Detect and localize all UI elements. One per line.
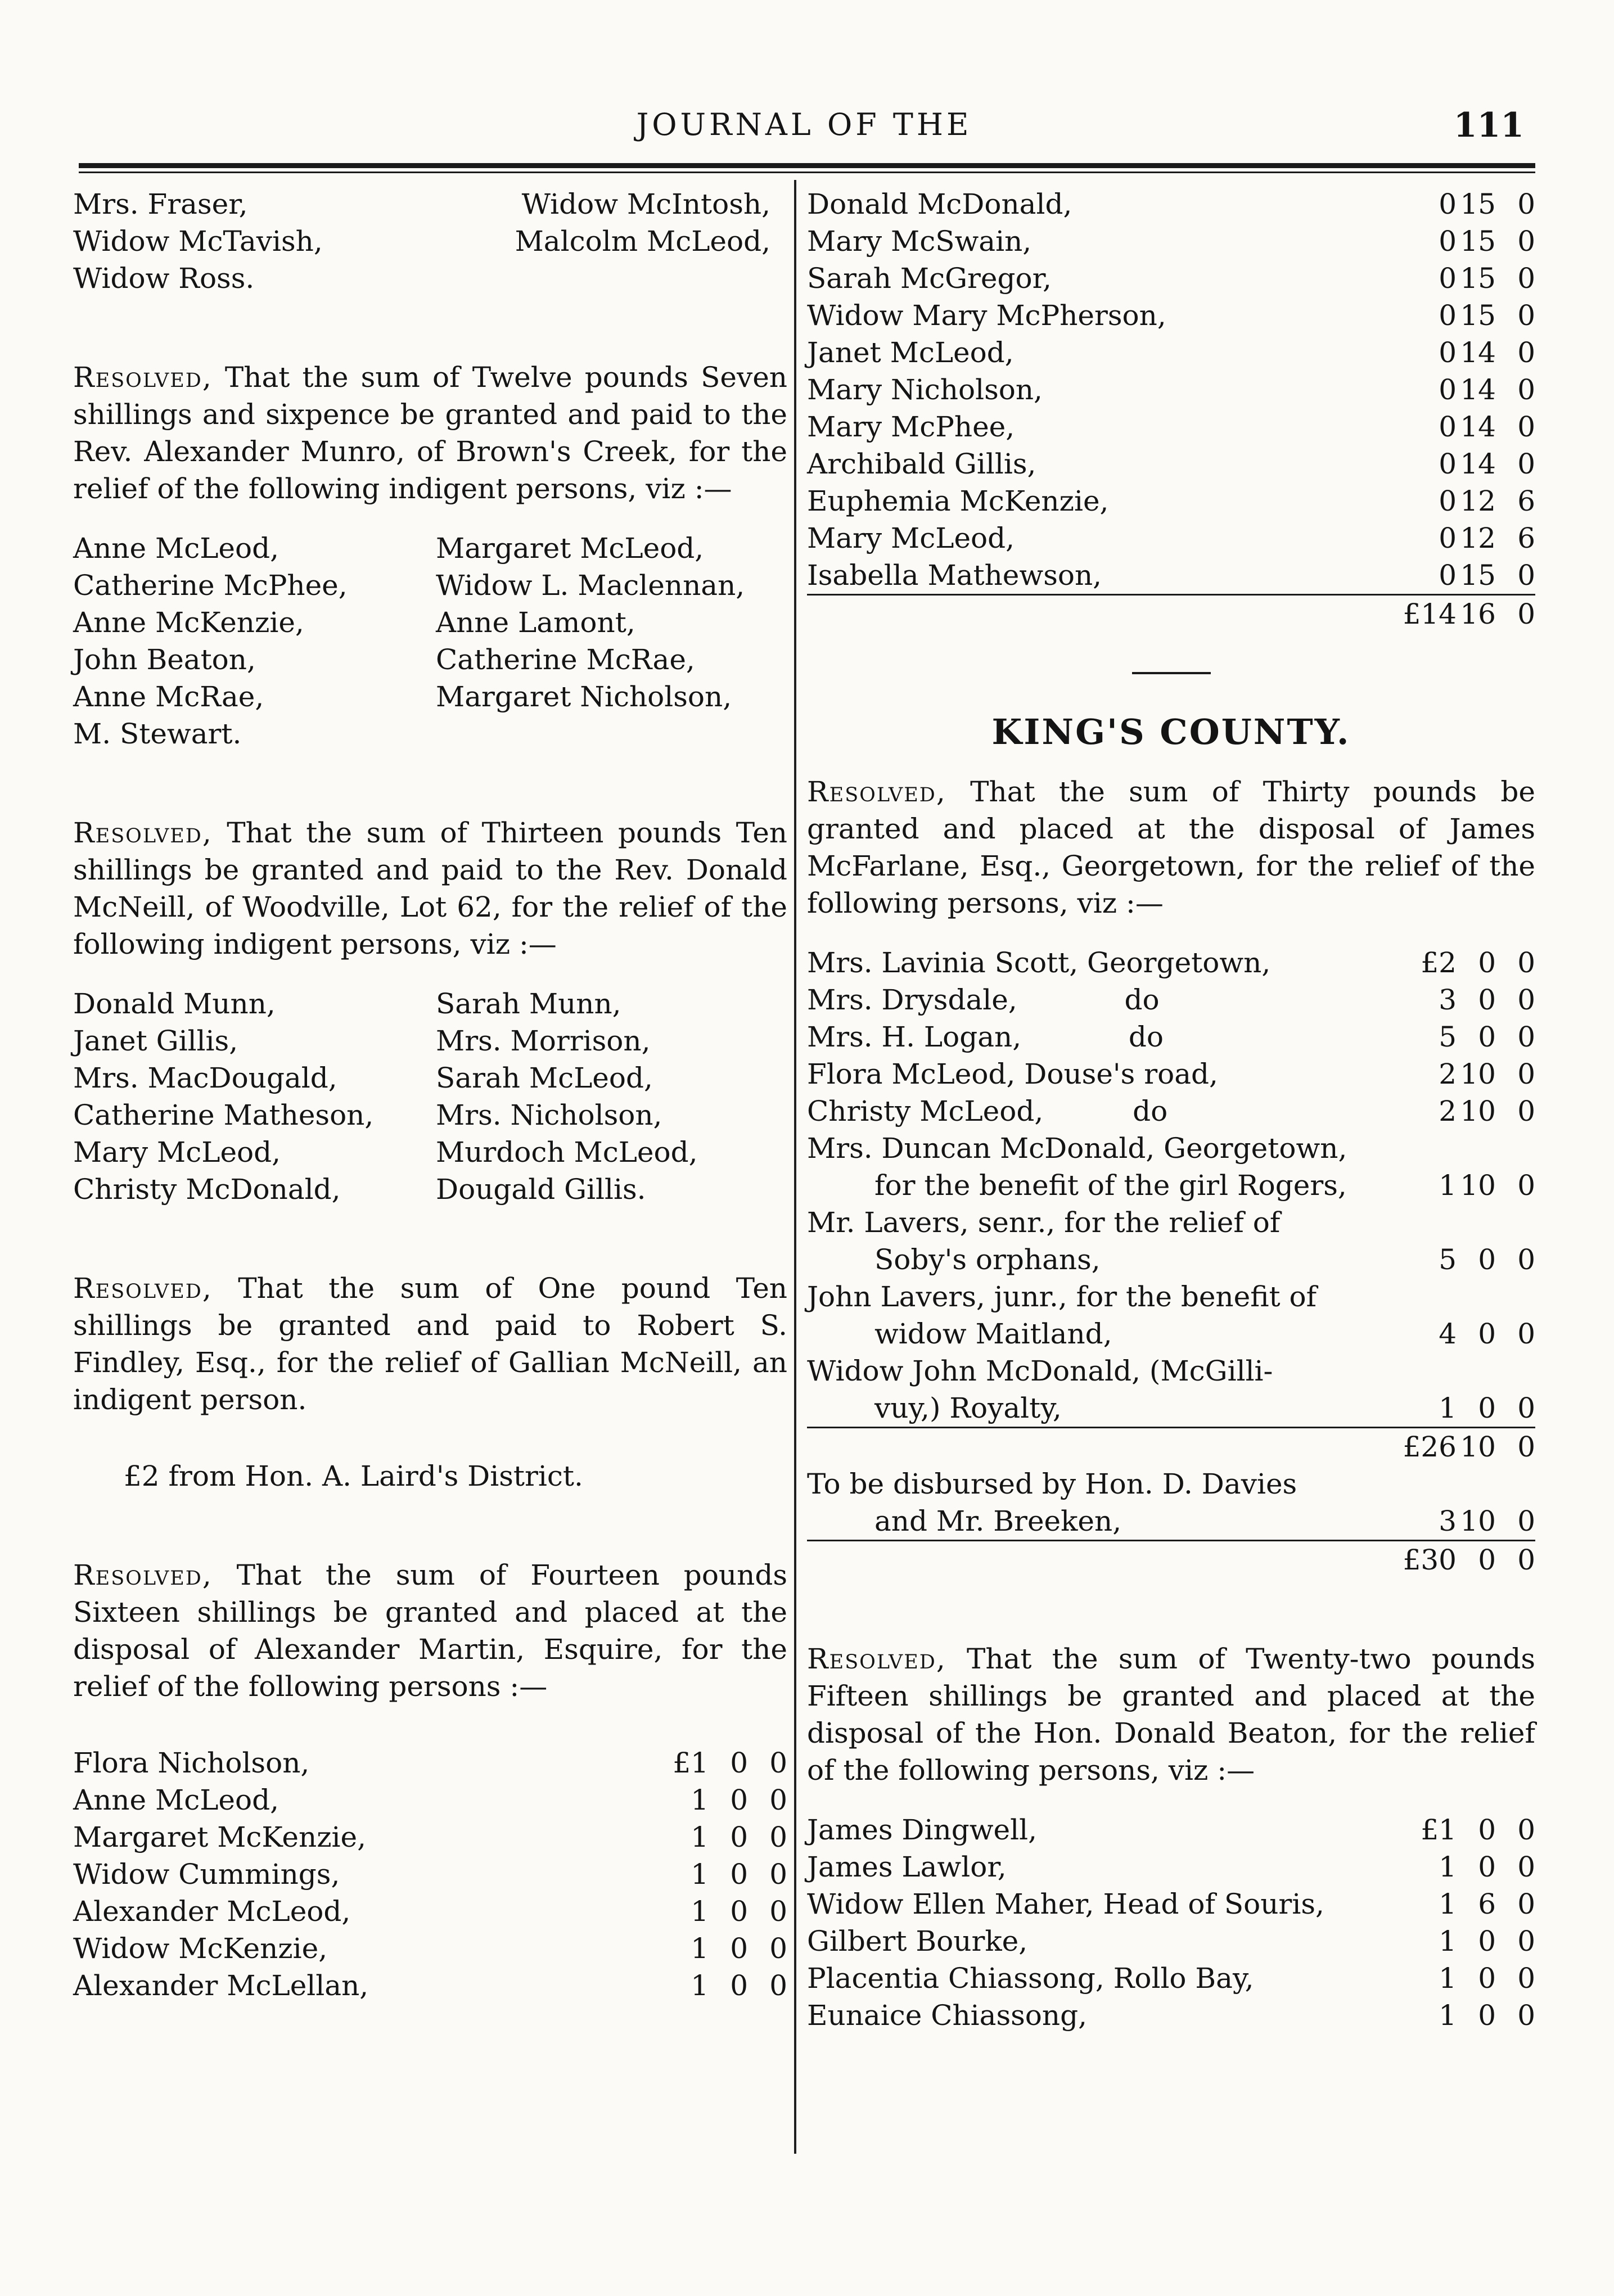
pence	[1496, 1130, 1535, 1167]
pounds: 0	[1439, 485, 1457, 517]
name: Mrs. Morrison,	[436, 1025, 651, 1057]
ledger-name: Janet McLeod,	[807, 336, 1014, 369]
pence: 0	[769, 1747, 787, 1779]
resolution-paragraph	[807, 1640, 1535, 1789]
ledger-name: Mary McPhee,	[807, 411, 1015, 443]
resolved-lead: Resolved,	[73, 361, 213, 394]
name: Mrs. MacDougald,	[73, 1062, 337, 1094]
resolution-paragraph	[73, 1270, 787, 1418]
page-header	[79, 107, 1530, 152]
shillings: 0	[1478, 1962, 1496, 1995]
name: Anne McRae,	[73, 680, 264, 713]
pounds: 0	[1439, 522, 1457, 554]
pounds: £2	[1421, 946, 1457, 979]
ledger-name: Euphemia McKenzie,	[807, 485, 1109, 517]
pounds: 1	[691, 1821, 709, 1853]
resolution-text: That the sum of Thirteen pounds Ten shillings be granted and paid to the Rev. Donald McNeill, of Woodville, Lot 62, for the relief of the following indigent persons, viz :—	[73, 817, 787, 960]
ledger-row	[807, 1055, 1535, 1093]
name: Mrs. Nicholson,	[436, 1099, 662, 1131]
resolved-lead: Resolved,	[73, 1272, 213, 1305]
name: Widow L. Maclennan,	[436, 569, 745, 602]
name: Anne Lamont,	[436, 606, 635, 639]
right-column	[807, 186, 1535, 2034]
subtotal-pence: 0	[1496, 1428, 1535, 1466]
name: Widow Ross.	[73, 262, 255, 295]
ledger-row	[807, 1997, 1535, 2034]
pounds: 1	[1439, 1925, 1457, 1957]
ledger-name: James Dingwell,	[807, 1814, 1037, 1846]
pounds: 1	[1439, 1999, 1457, 2032]
name: Sarah McLeod,	[436, 1062, 653, 1094]
ledger-row	[807, 1204, 1535, 1241]
ledger-row	[73, 1744, 787, 1781]
pounds: 1	[691, 1969, 709, 2002]
pounds: £1	[1421, 1814, 1457, 1846]
page-number: 111	[1453, 106, 1524, 145]
total-pounds: £30	[1400, 1541, 1457, 1579]
shillings	[1457, 1204, 1496, 1241]
name: Murdoch McLeod,	[436, 1136, 698, 1169]
ledger-name: Widow Cummings,	[73, 1858, 340, 1891]
subtotal-shillings: 10	[1457, 1428, 1496, 1466]
ledger-row	[807, 1503, 1535, 1541]
name: Widow McTavish,	[73, 225, 323, 258]
pounds: 1	[691, 1858, 709, 1891]
resolution-text: That the sum of One pound Ten shillings be granted and paid to Robert S. Findley, Esq., for the relief of Gallian McNeill, an indigent person.	[73, 1272, 787, 1416]
pence: 0	[769, 1932, 787, 1965]
pence: 0	[1517, 373, 1535, 406]
ledger-row	[807, 944, 1535, 981]
ledger-row	[73, 1819, 787, 1856]
district-note: £2 from Hon. A. Laird's District.	[124, 1460, 583, 1492]
ledger-row	[807, 1885, 1535, 1923]
resolution-paragraph	[73, 814, 787, 963]
ledger-name: Mrs. H. Logan, do	[807, 1021, 1164, 1053]
ledger-name: Donald McDonald,	[807, 188, 1072, 220]
pence	[1496, 1204, 1535, 1241]
pounds	[1400, 1130, 1457, 1167]
shillings: 0	[730, 1858, 748, 1891]
ledger-name: Soby's orphans,	[874, 1243, 1101, 1276]
shillings: 6	[1478, 1888, 1496, 1920]
name: M. Stewart.	[73, 718, 242, 750]
ledger-row	[807, 1130, 1535, 1167]
ledger-row	[807, 1352, 1535, 1390]
pounds: 1	[691, 1932, 709, 1965]
pence: 0	[1517, 1505, 1535, 1537]
pence: 0	[769, 1969, 787, 2002]
shillings: 12	[1460, 522, 1496, 554]
shillings: 15	[1460, 299, 1496, 332]
ledger-row	[807, 408, 1535, 445]
ledger-name: Christy McLeod, do	[807, 1095, 1168, 1127]
left-column	[73, 186, 787, 2004]
pence: 0	[1517, 299, 1535, 332]
ledger-name: Sarah McGregor,	[807, 262, 1052, 295]
ledger-name: James Lawlor,	[807, 1851, 1007, 1883]
pounds	[1400, 1352, 1457, 1390]
pence: 0	[1517, 984, 1535, 1016]
ledger-name: John Lavers, junr., for the benefit of	[807, 1280, 1317, 1313]
resolution-paragraph	[807, 773, 1535, 922]
resolved-lead: Resolved,	[73, 817, 213, 849]
shillings: 10	[1460, 1058, 1496, 1090]
ledger-name: Placentia Chiassong, Rollo Bay,	[807, 1962, 1254, 1995]
resolution-text: That the sum of Twelve pounds Seven shillings and sixpence be granted and paid to the Rev. Alexander Munro, of Brown's Creek, for the relief of the following indigent persons, viz :—	[73, 361, 787, 505]
pounds: 3	[1439, 984, 1457, 1016]
name: Donald Munn,	[73, 987, 276, 1020]
total-shillings: 16	[1457, 595, 1496, 633]
shillings: 15	[1460, 225, 1496, 258]
name: Catherine McRae,	[436, 643, 695, 676]
pounds: 1	[691, 1784, 709, 1816]
ledger-row	[807, 1167, 1535, 1204]
name: Janet Gillis,	[73, 1025, 238, 1057]
pounds: 0	[1439, 411, 1457, 443]
name-row	[73, 223, 787, 260]
pence: 0	[769, 1895, 787, 1928]
header-rule-thin	[79, 172, 1535, 173]
pence: 0	[1517, 1392, 1535, 1424]
column-divider	[794, 180, 796, 2154]
ledger-row	[807, 482, 1535, 520]
pence	[1496, 1352, 1535, 1390]
resolution-text: That the sum of Thirty pounds be granted and placed at the disposal of James McFarlane, Esq., Georgetown, for the relief of the following persons, viz :—	[807, 775, 1535, 919]
pounds: 5	[1439, 1243, 1457, 1276]
shillings	[1457, 1352, 1496, 1390]
pence: 0	[769, 1821, 787, 1853]
ledger-row	[807, 520, 1535, 557]
pence: 0	[1517, 411, 1535, 443]
ledger-row	[73, 1856, 787, 1893]
ledger-name: Mrs. Duncan McDonald, Georgetown,	[807, 1132, 1347, 1165]
name-row	[73, 186, 787, 223]
pence: 0	[1517, 1095, 1535, 1127]
shillings: 14	[1460, 448, 1496, 480]
ledger-name: Flora McLeod, Douse's road,	[807, 1058, 1218, 1090]
name: Dougald Gillis.	[436, 1173, 646, 1206]
name: Mary McLeod,	[73, 1136, 281, 1169]
ledger-name: vuy,) Royalty,	[874, 1392, 1062, 1424]
ledger-row	[807, 1811, 1535, 1848]
pounds: 0	[1439, 188, 1457, 220]
header-rule-thick	[79, 163, 1535, 168]
name: Malcolm McLeod,	[515, 225, 770, 258]
pence: 0	[1517, 1851, 1535, 1883]
resolution-paragraph	[73, 1557, 787, 1705]
pence: 0	[1517, 1058, 1535, 1090]
ledger-row	[807, 1018, 1535, 1055]
pence: 0	[1517, 1021, 1535, 1053]
pence: 0	[1517, 1814, 1535, 1846]
pounds: 3	[1439, 1505, 1457, 1537]
resolution-text: That the sum of Fourteen pounds Sixteen shillings be granted and placed at the disposal of Alexander Martin, Esquire, for the relief of the following persons :—	[73, 1559, 787, 1703]
resolved-lead: Resolved,	[73, 1559, 213, 1591]
ledger-row	[73, 1967, 787, 2004]
shillings: 12	[1460, 485, 1496, 517]
ledger-name: Mrs. Drysdale, do	[807, 984, 1160, 1016]
name: Mrs. Fraser,	[73, 188, 248, 220]
section-heading: KING'S COUNTY.	[991, 711, 1351, 752]
name: Widow McIntosh,	[521, 188, 770, 220]
pounds: 5	[1439, 1021, 1457, 1053]
ledger-row	[807, 223, 1535, 260]
ledger-name: Flora Nicholson,	[73, 1747, 310, 1779]
names-list	[73, 985, 787, 1208]
pounds: 1	[1439, 1169, 1457, 1202]
shillings: 10	[1460, 1505, 1496, 1537]
total-pence: 0	[1496, 1541, 1535, 1579]
name: Anne McKenzie,	[73, 606, 304, 639]
shillings: 15	[1460, 262, 1496, 295]
shillings: 15	[1460, 188, 1496, 220]
pence: 0	[1517, 1962, 1535, 1995]
shillings: 0	[730, 1821, 748, 1853]
pounds: 0	[1439, 559, 1457, 592]
ledger-name: Mary Nicholson,	[807, 373, 1043, 406]
pence: 0	[1517, 1999, 1535, 2032]
ledger-row	[73, 1893, 787, 1930]
ledger-table	[807, 186, 1535, 633]
pounds: 1	[1439, 1851, 1457, 1883]
name: Christy McDonald,	[73, 1173, 341, 1206]
ledger-name: Widow Ellen Maher, Head of Souris,	[807, 1888, 1324, 1920]
ledger-name: Archibald Gillis,	[807, 448, 1036, 480]
pounds	[1400, 1278, 1457, 1315]
ledger-name: Mrs. Lavinia Scott, Georgetown,	[807, 946, 1271, 979]
pounds: 0	[1439, 373, 1457, 406]
ledger-row	[807, 557, 1535, 595]
shillings: 10	[1460, 1169, 1496, 1202]
pounds: 2	[1439, 1058, 1457, 1090]
resolved-lead: Resolved,	[807, 1643, 946, 1675]
name: Catherine McPhee,	[73, 569, 348, 602]
shillings: 0	[1478, 1999, 1496, 2032]
shillings: 10	[1460, 1095, 1496, 1127]
ledger-table	[807, 1811, 1535, 2034]
ledger-name: Widow McKenzie,	[73, 1932, 328, 1965]
pence: 0	[1517, 225, 1535, 258]
resolved-lead: Resolved,	[807, 775, 946, 808]
ledger-row	[807, 1390, 1535, 1428]
name: Anne McLeod,	[73, 532, 279, 565]
ledger-row	[807, 186, 1535, 223]
shillings: 0	[1478, 1021, 1496, 1053]
total-row	[807, 1541, 1535, 1579]
name: Margaret McLeod,	[436, 532, 704, 565]
ledger-row	[807, 1278, 1535, 1315]
pounds: 2	[1439, 1095, 1457, 1127]
pence	[1496, 1278, 1535, 1315]
shillings: 0	[730, 1932, 748, 1965]
ledger-row	[807, 981, 1535, 1018]
ledger-table	[807, 944, 1535, 1578]
pence: 6	[1517, 485, 1535, 517]
shillings: 0	[730, 1784, 748, 1816]
pence: 0	[1517, 262, 1535, 295]
shillings: 0	[1478, 1318, 1496, 1350]
ledger-name: Alexander McLellan,	[73, 1969, 369, 2002]
ledger-row	[807, 1848, 1535, 1885]
pence: 0	[769, 1784, 787, 1816]
pounds: 1	[1439, 1962, 1457, 1995]
pence: 0	[1517, 1169, 1535, 1202]
pence: 0	[1517, 1318, 1535, 1350]
ledger-name: widow Maitland,	[874, 1318, 1112, 1350]
pence: 0	[1517, 1888, 1535, 1920]
ledger-row	[807, 1241, 1535, 1278]
ledger-name: and Mr. Breeken,	[874, 1505, 1122, 1537]
pounds	[1400, 1204, 1457, 1241]
shillings: 0	[730, 1895, 748, 1928]
ledger-row	[807, 371, 1535, 408]
name-row	[73, 260, 787, 297]
ledger-name: Mary McLeod,	[807, 522, 1015, 554]
pounds: 0	[1439, 448, 1457, 480]
ledger-name: Widow John McDonald, (McGilli-	[807, 1355, 1273, 1387]
pounds: 1	[691, 1895, 709, 1928]
pounds: 4	[1439, 1318, 1457, 1350]
ledger-row	[807, 297, 1535, 334]
name: John Beaton,	[73, 643, 256, 676]
shillings	[1457, 1130, 1496, 1167]
ledger-table	[73, 1744, 787, 2004]
shillings: 0	[730, 1969, 748, 2002]
pounds: 0	[1439, 336, 1457, 369]
pence: 0	[769, 1858, 787, 1891]
pounds: 0	[1439, 225, 1457, 258]
ledger-row	[807, 1960, 1535, 1997]
ledger-name: Margaret McKenzie,	[73, 1821, 367, 1853]
ledger-name: Eunaice Chiassong,	[807, 1999, 1087, 2032]
pounds: £1	[673, 1747, 709, 1779]
names-list	[73, 530, 787, 752]
name: Sarah Munn,	[436, 987, 621, 1020]
shillings: 0	[1478, 984, 1496, 1016]
ledger-row	[807, 334, 1535, 371]
ledger-name: Widow Mary McPherson,	[807, 299, 1166, 332]
total-pence: 0	[1496, 595, 1535, 633]
pence: 0	[1517, 336, 1535, 369]
ledger-name: Gilbert Bourke,	[807, 1925, 1028, 1957]
ledger-row	[807, 1315, 1535, 1352]
pence: 0	[1517, 559, 1535, 592]
pounds: 1	[1439, 1392, 1457, 1424]
top-names	[73, 186, 787, 297]
subtotal-pounds: £26	[1400, 1428, 1457, 1466]
subtotal-row	[807, 1428, 1535, 1466]
pence: 0	[1517, 1243, 1535, 1276]
ledger-row	[807, 445, 1535, 482]
ledger-name: Anne McLeod,	[73, 1784, 279, 1816]
ledger-name: for the benefit of the girl Rogers,	[874, 1169, 1347, 1202]
total-pounds: £14	[1400, 595, 1457, 633]
shillings: 14	[1460, 373, 1496, 406]
pounds: 0	[1439, 299, 1457, 332]
ledger-row	[73, 1930, 787, 1967]
ledger-name: To be disbursed by Hon. D. Davies	[807, 1468, 1297, 1500]
shillings: 0	[1478, 1243, 1496, 1276]
pence: 6	[1517, 522, 1535, 554]
ledger-name: Mary McSwain,	[807, 225, 1032, 258]
shillings: 0	[1478, 1925, 1496, 1957]
total-row	[807, 595, 1535, 633]
resolution-text: That the sum of Twenty-two pounds Fifteen shillings be granted and placed at the disposal of the Hon. Donald Beaton, for the relief of the following persons, viz :—	[807, 1643, 1535, 1787]
total-shillings: 0	[1457, 1541, 1496, 1579]
shillings: 0	[1478, 1392, 1496, 1424]
ledger-row	[807, 1093, 1535, 1130]
ledger-name: Mr. Lavers, senr., for the relief of	[807, 1206, 1281, 1239]
ledger-row	[807, 1923, 1535, 1960]
shillings	[1457, 1278, 1496, 1315]
resolution-paragraph	[73, 359, 787, 507]
ledger-row	[73, 1781, 787, 1819]
pence: 0	[1517, 188, 1535, 220]
ledger-name: Alexander McLeod,	[73, 1895, 351, 1928]
ledger-name: Isabella Mathewson,	[807, 559, 1102, 592]
ledger-row	[807, 1465, 1535, 1503]
pence: 0	[1517, 1925, 1535, 1957]
pounds: 0	[1439, 262, 1457, 295]
pounds: 1	[1439, 1888, 1457, 1920]
name: Margaret Nicholson,	[436, 680, 732, 713]
name: Catherine Matheson,	[73, 1099, 374, 1131]
ledger-row	[807, 260, 1535, 297]
shillings: 14	[1460, 411, 1496, 443]
pence: 0	[1517, 946, 1535, 979]
shillings: 0	[1478, 1814, 1496, 1846]
shillings: 14	[1460, 336, 1496, 369]
shillings: 0	[730, 1747, 748, 1779]
pence: 0	[1517, 448, 1535, 480]
running-title: JOURNAL OF THE	[636, 107, 972, 142]
shillings: 0	[1478, 946, 1496, 979]
shillings: 0	[1478, 1851, 1496, 1883]
shillings: 15	[1460, 559, 1496, 592]
